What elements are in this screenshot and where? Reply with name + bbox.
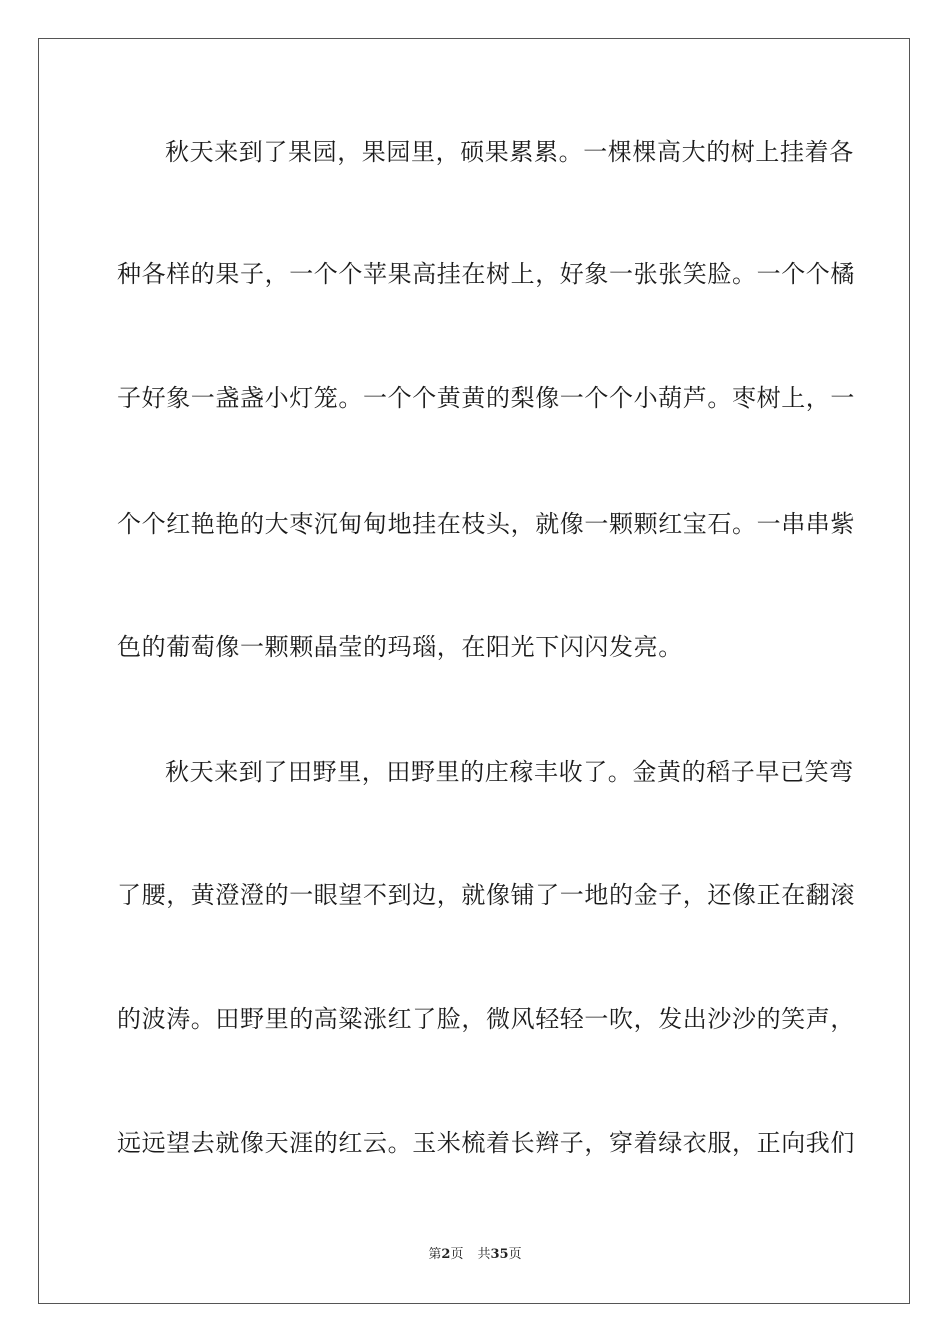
paragraph-2-line-4: 远远望去就像天涯的红云。玉米梳着长辫子，穿着绿衣服，正向我们	[117, 1129, 855, 1157]
page-number: 2	[441, 1247, 451, 1262]
page-prefix: 第	[428, 1247, 442, 1262]
paragraph-1-line-4: 个个红艳艳的大枣沉甸甸地挂在枝头，就像一颗颗红宝石。一串串紫	[117, 510, 855, 538]
page-border	[38, 38, 910, 1304]
paragraph-2-line-1: 秋天来到了田野里，田野里的庄稼丰收了。金黄的稻子早已笑弯	[165, 758, 854, 786]
paragraph-2-line-3: 的波涛。田野里的高粱涨红了脸，微风轻轻一吹，发出沙沙的笑声，	[117, 1005, 855, 1033]
total-suffix: 页	[508, 1247, 522, 1262]
total-prefix: 共	[477, 1247, 491, 1262]
paragraph-1-line-1: 秋天来到了果园，果园里，硕果累累。一棵棵高大的树上挂着各	[165, 138, 854, 166]
page-total: 35	[490, 1247, 509, 1262]
paragraph-1-line-2: 种各样的果子，一个个苹果高挂在树上，好象一张张笑脸。一个个橘	[117, 260, 855, 288]
paragraph-1-line-5: 色的葡萄像一颗颗晶莹的玛瑙，在阳光下闪闪发亮。	[117, 633, 683, 661]
paragraph-1-line-3: 子好象一盏盏小灯笼。一个个黄黄的梨像一个个小葫芦。枣树上，一	[117, 384, 855, 412]
page-footer	[0, 1246, 950, 1264]
page-suffix: 页	[450, 1247, 464, 1262]
paragraph-2-line-2: 了腰，黄澄澄的一眼望不到边，就像铺了一地的金子，还像正在翻滚	[117, 881, 855, 909]
